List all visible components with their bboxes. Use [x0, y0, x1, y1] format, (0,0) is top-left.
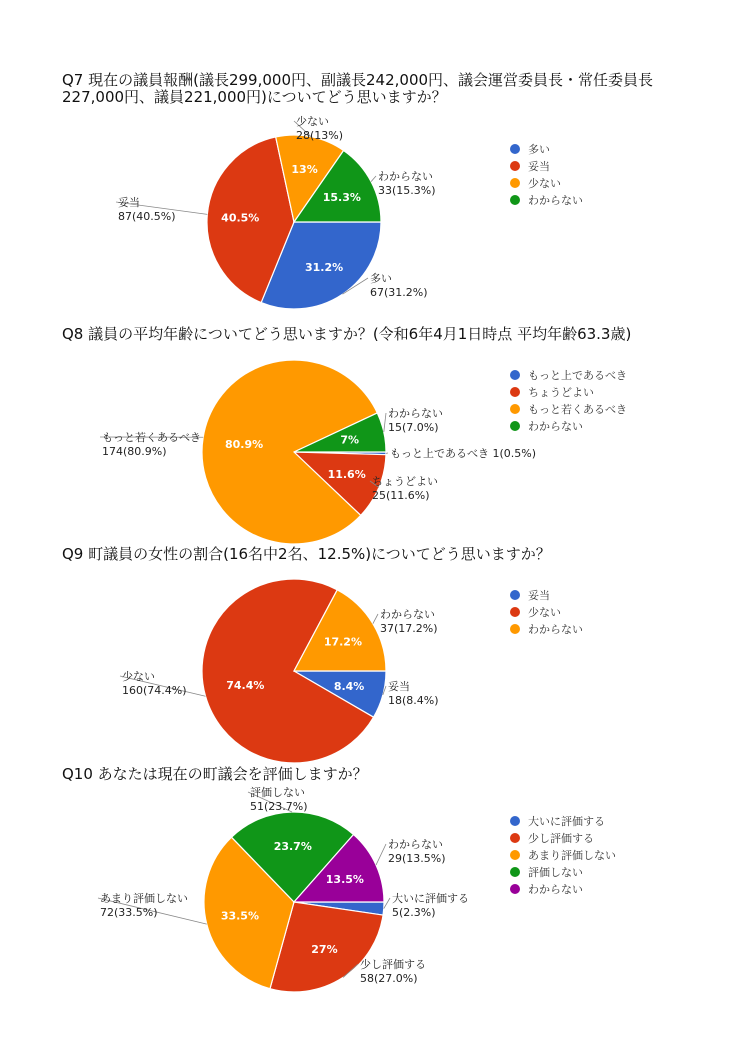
legend-label: わからない [528, 622, 583, 636]
slice-percent-label: 7% [340, 433, 360, 447]
slice-outside-label: わからない [380, 608, 435, 621]
slice-percent-label: 15.3% [322, 190, 361, 204]
legend-label: わからない [528, 419, 583, 433]
legend-label: もっと上であるべき [528, 368, 627, 382]
slice-percent-label: 27% [311, 942, 338, 956]
slice-percent-label: 31.2% [305, 260, 344, 274]
slice-outside-label: 評価しない [250, 786, 305, 799]
legend-label: わからない [528, 193, 583, 207]
slice-percent-label: 8.4% [333, 679, 365, 693]
slice-outside-label: 多い [370, 272, 392, 285]
slice-percent-label: 17.2% [323, 635, 362, 649]
chart-title: Q7 現在の議員報酬(議長299,000円、副議長242,000円、議会運営委員長・常任委員長 227,000円、議員221,000円)についてどう思いますか？ [62, 71, 654, 106]
slice-outside-label: 15(7.0%) [388, 421, 439, 434]
slice-percent-label: 11.6% [327, 467, 366, 481]
legend-item [510, 812, 616, 829]
legend-label: 少ない [528, 176, 561, 190]
slice-outside-label: 28(13%) [296, 129, 344, 142]
slice-outside-label: 少ない [122, 670, 155, 683]
slice-outside-label: 160(74.4%) [122, 684, 187, 697]
slice-outside-label: 妥当 [118, 196, 140, 209]
slice-outside-label: 5(2.3%) [392, 906, 436, 919]
legend-label: ちょうどよい [528, 385, 594, 399]
slice-outside-label: 33(15.3%) [378, 184, 436, 197]
legend-label: 妥当 [528, 159, 550, 173]
slice-outside-label: ちょうどよい [372, 475, 438, 488]
slice-outside-label: 72(33.5%) [100, 906, 158, 919]
slice-outside-label: 29(13.5%) [388, 852, 446, 865]
legend-swatch [510, 884, 520, 894]
legend-label: 妥当 [528, 588, 550, 602]
slice-outside-label: 少し評価する [360, 958, 426, 971]
legend-label: あまり評価しない [528, 848, 616, 862]
legend-item [510, 880, 616, 897]
slice-outside-label: 妥当 [388, 680, 410, 693]
legend-label: 少ない [528, 605, 561, 619]
chart-title: Q10 あなたは現在の町議会を評価しますか？ [62, 765, 368, 783]
slice-outside-label: 18(8.4%) [388, 694, 439, 707]
chart-title: Q9 町議員の女性の割合(16名中2名、12.5%)についてどう思いますか？ [62, 545, 551, 563]
slice-percent-label: 80.9% [224, 437, 264, 451]
slice-outside-label: もっと上であるべき 1(0.5%) [390, 447, 537, 460]
slice-outside-label: もっと若くあるべき [102, 431, 201, 444]
slice-percent-label: 40.5% [221, 211, 260, 225]
legend-item [510, 846, 616, 863]
slice-outside-label: 大いに評価する [392, 892, 469, 905]
chart-title: Q8 議員の平均年齢についてどう思いますか？(令和6年4月1日時点 平均年齢63.3歳) [62, 325, 632, 343]
slice-outside-label: 少ない [296, 115, 329, 128]
slice-outside-label: 58(27.0%) [360, 972, 418, 985]
legend-label: 多い [528, 142, 550, 156]
slice-outside-label: 25(11.6%) [372, 489, 430, 502]
legend-swatch [510, 833, 520, 843]
legend-swatch [510, 867, 520, 877]
leader-line [376, 844, 386, 865]
legend-item [510, 829, 616, 846]
slice-outside-label: 37(17.2%) [380, 622, 438, 635]
slice-outside-label: 51(23.7%) [250, 800, 308, 813]
legend [510, 812, 616, 897]
slice-outside-label: 87(40.5%) [118, 210, 176, 223]
slice-percent-label: 23.7% [273, 840, 312, 854]
slice-outside-label: あまり評価しない [100, 892, 188, 905]
legend-item [510, 863, 616, 880]
legend-label: わからない [528, 882, 583, 896]
legend-label: もっと若くあるべき [528, 402, 627, 416]
legend-swatch [510, 850, 520, 860]
legend-swatch [510, 816, 520, 826]
slice-outside-label: わからない [388, 407, 443, 420]
slice-outside-label: わからない [378, 170, 433, 183]
slice-percent-label: 13.5% [325, 873, 364, 887]
slice-outside-label: 174(80.9%) [102, 445, 167, 458]
slice-percent-label: 13% [291, 163, 318, 177]
slice-percent-label: 33.5% [220, 909, 259, 923]
slice-outside-label: わからない [388, 838, 443, 851]
leader-line [384, 898, 390, 909]
legend-label: 評価しない [528, 865, 583, 879]
slice-outside-label: 67(31.2%) [370, 286, 428, 299]
legend-label: 少し評価する [528, 831, 594, 845]
slice-percent-label: 74.4% [226, 678, 265, 692]
legend-label: 大いに評価する [528, 814, 605, 828]
